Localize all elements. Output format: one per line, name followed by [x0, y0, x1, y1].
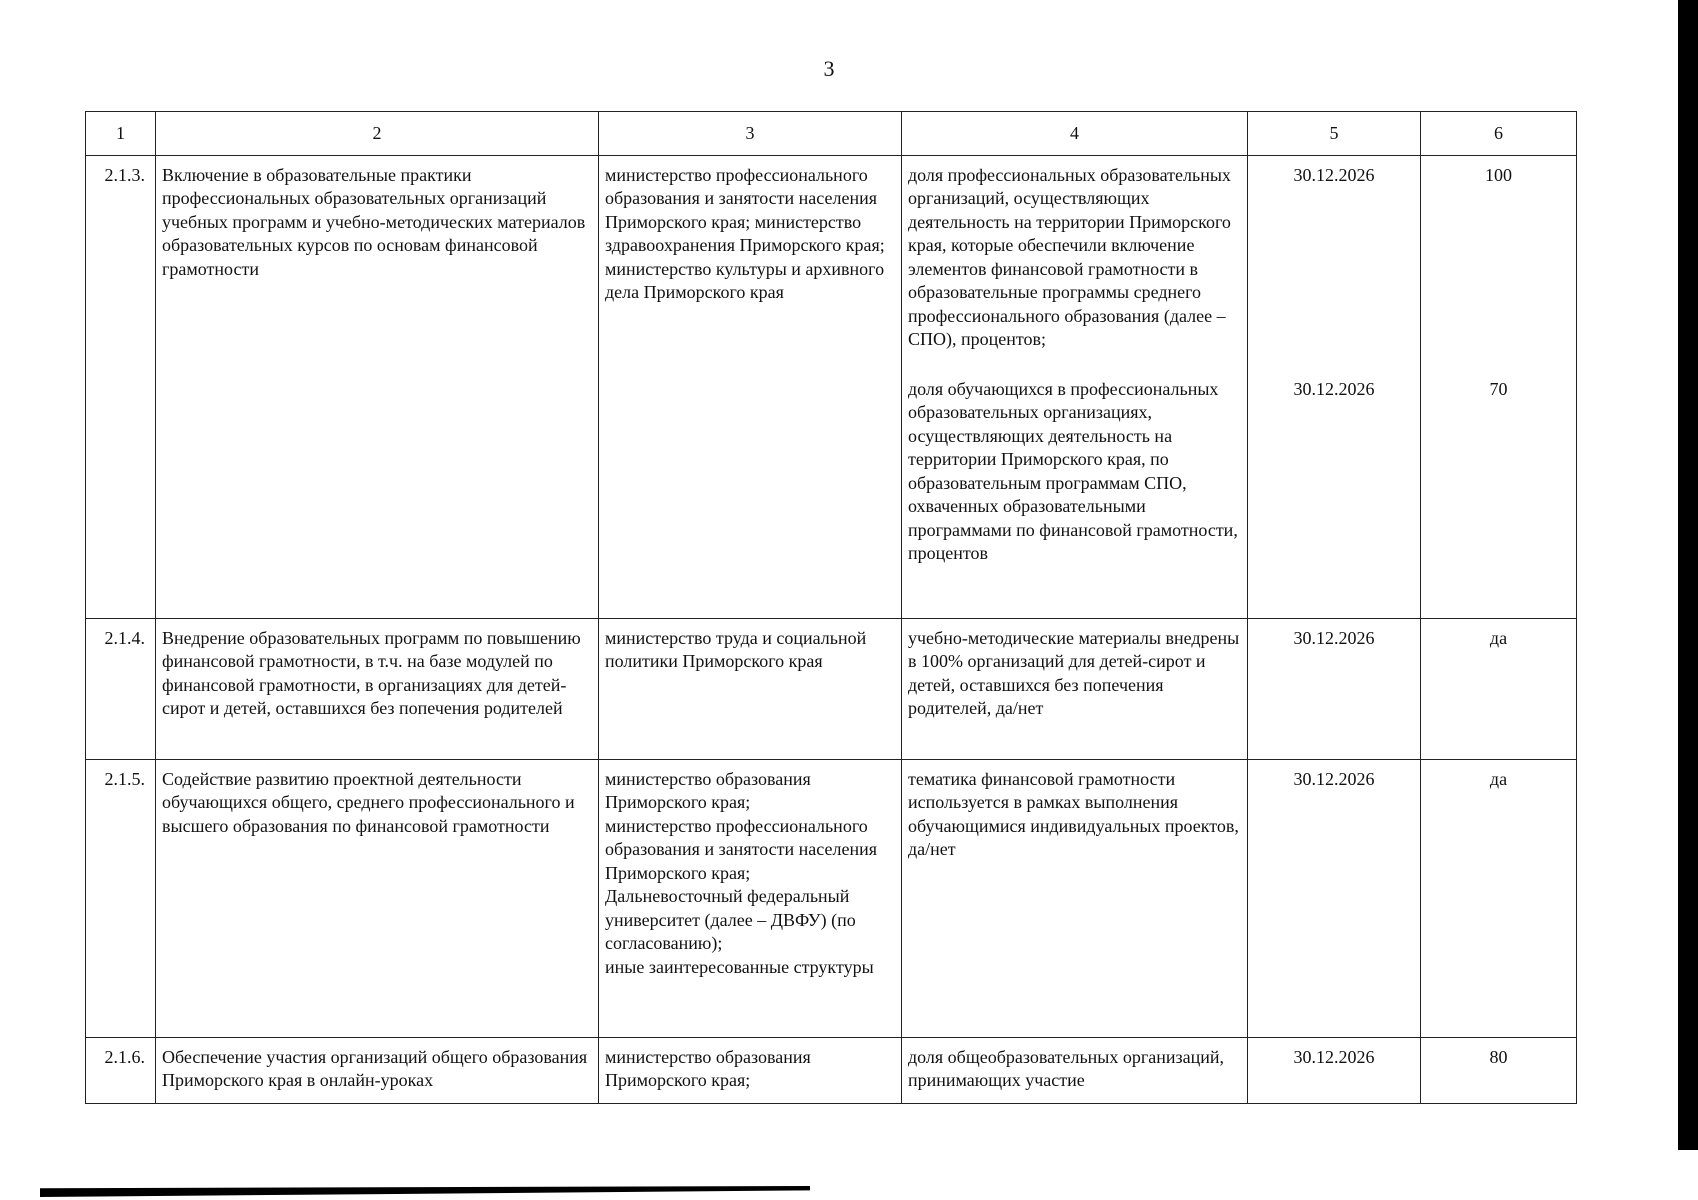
responsible-line: министерство образования Приморского края; [605, 768, 811, 812]
target-value: 100 [1485, 164, 1512, 185]
table-header-row [86, 112, 1577, 156]
target-value-cell: да [1421, 759, 1577, 1037]
deadline-date: 30.12.2026 [1293, 164, 1375, 185]
target-value: 70 [1489, 378, 1508, 399]
table-row [86, 618, 1577, 759]
row-number: 2.1.5. [86, 759, 156, 1037]
activity-cell: Включение в образовательные практики профессиональных образовательных организаций учебных программ и учебно-методических материалов образовательных курсов по основам финансовой грамотности [156, 155, 599, 618]
header-col-6: 6 [1421, 112, 1577, 156]
deadline-cell: 30.12.2026 [1248, 759, 1421, 1037]
row-number: 2.1.4. [86, 618, 156, 759]
indicator-cell: тематика финансовой грамотности используется в рамках выполнения обучающимися индивидуальных проектов, да/нет [902, 759, 1248, 1037]
target-value-cell: 80 [1421, 1037, 1577, 1103]
responsible-cell: министерство труда и социальной политики Приморского края [599, 618, 902, 759]
indicator-cell: доля общеобразовательных организаций, принимающих участие [902, 1037, 1248, 1103]
responsible-cell: министерство профессионального образования и занятости населения Приморского края; министерство здравоохранения Приморского края; министерство культуры и архивного дела Приморского края [599, 155, 902, 618]
page-number: 3 [823, 56, 835, 81]
row-number: 2.1.3. [86, 155, 156, 618]
header-col-4: 4 [902, 112, 1248, 156]
header-col-5: 5 [1248, 112, 1421, 156]
target-value-cell: да [1421, 618, 1577, 759]
deadline-date: 30.12.2026 [1293, 378, 1375, 399]
row-number: 2.1.6. [86, 1037, 156, 1103]
indicator-text: доля обучающихся в профессиональных образовательных организациях, осуществляющих деятельность на территории Приморского края, по образовательным программам СПО, охваченных образовательными программами по финансовой грамотности, процентов [908, 378, 1238, 563]
table-row [86, 155, 1577, 618]
responsible-line: иные заинтересованные структуры [605, 956, 874, 977]
responsible-line: министерство профессионального образования и занятости населения Приморского края; [605, 815, 877, 883]
deadline-cell: 30.12.2026 [1248, 618, 1421, 759]
measures-table [85, 111, 1577, 1104]
responsible-cell [599, 759, 902, 1037]
target-value-cell [1421, 155, 1577, 618]
indicator-cell [902, 155, 1248, 618]
activity-cell: Обеспечение участия организаций общего образования Приморского края в онлайн-уроках [156, 1037, 599, 1103]
scan-edge-right [1678, 0, 1698, 1150]
responsible-line: Дальневосточный федеральный университет (далее – ДВФУ) (по согласованию); [605, 886, 856, 953]
table-row [86, 1037, 1577, 1103]
activity-cell: Содействие развитию проектной деятельности обучающихся общего, среднего профессионального и высшего образования по финансовой грамотности [156, 759, 599, 1037]
header-col-2: 2 [156, 112, 599, 156]
table-row [86, 759, 1577, 1037]
indicator-cell: учебно-методические материалы внедрены в 100% организаций для детей-сирот и детей, оставшихся без попечения родителей, да/нет [902, 618, 1248, 759]
activity-cell: Внедрение образовательных программ по повышению финансовой грамотности, в т.ч. на базе модулей по финансовой грамотности, в организациях для детей-сирот и детей, оставшихся без попечения родителей [156, 618, 599, 759]
header-col-3: 3 [599, 112, 902, 156]
scan-edge-bottom [40, 1186, 810, 1197]
responsible-cell: министерство образования Приморского края; [599, 1037, 902, 1103]
deadline-cell [1248, 155, 1421, 618]
header-col-1: 1 [86, 112, 156, 156]
deadline-cell: 30.12.2026 [1248, 1037, 1421, 1103]
indicator-text: доля профессиональных образовательных организаций, осуществляющих деятельность на территории Приморского края, которые обеспечили включение элементов финансовой грамотности в образовательные программы среднего профессионального образования (далее – СПО), процентов; [908, 164, 1231, 349]
